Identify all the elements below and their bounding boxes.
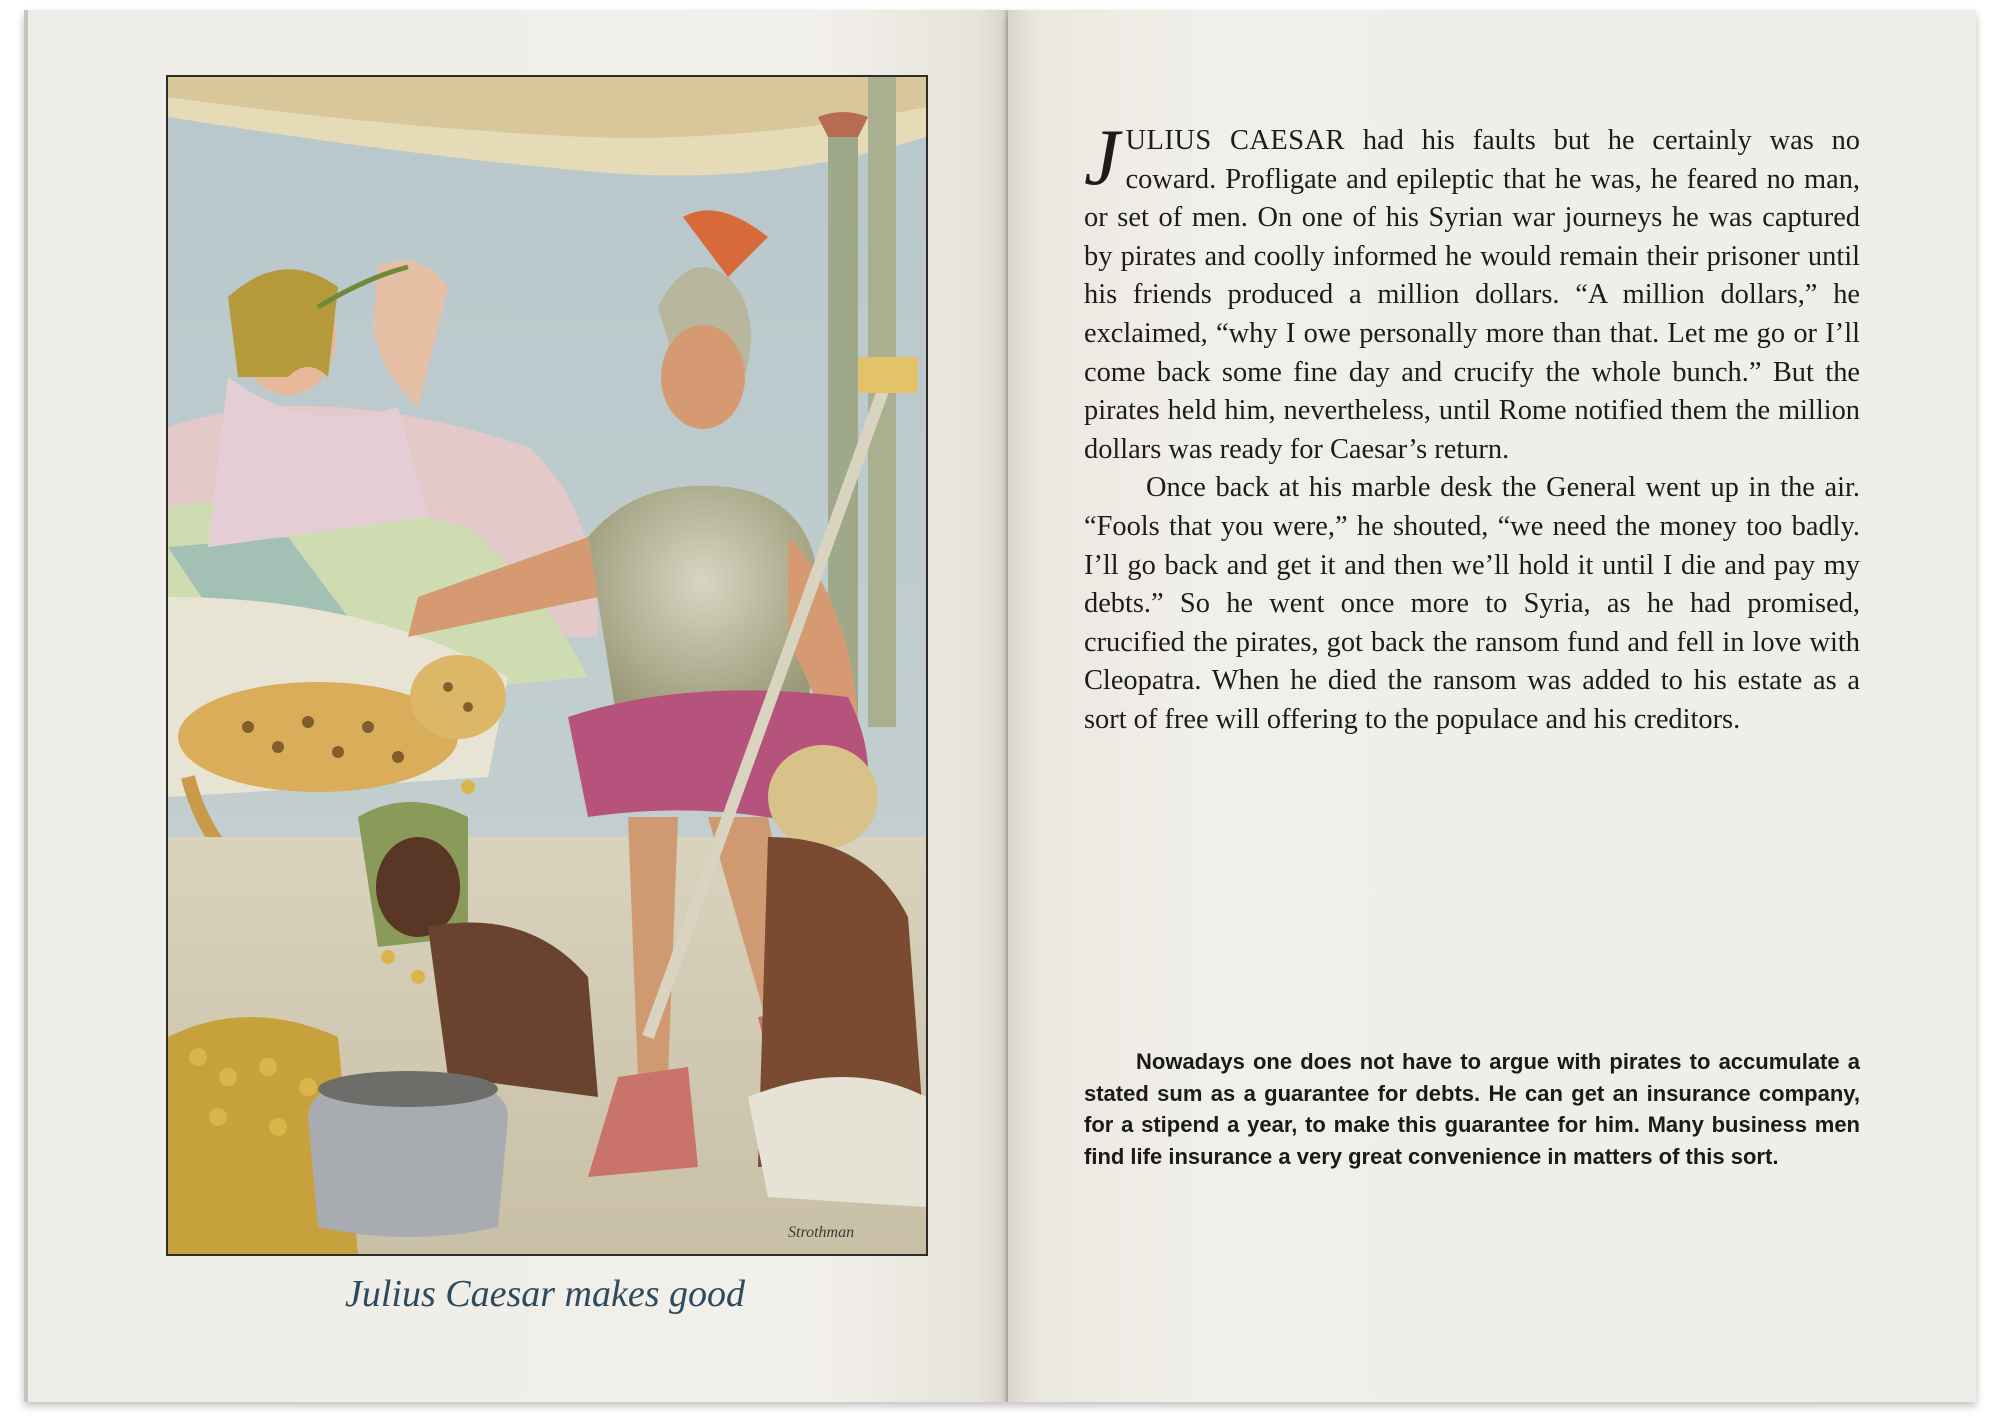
open-booklet [18,10,1980,1402]
drop-cap: J [1084,114,1120,202]
page-edge [24,10,28,1402]
illustration-caption: Julius Caesar makes good [344,1273,746,1315]
illustration-plate [166,75,928,1256]
paragraph-1 [1084,114,1860,469]
insurance-note: Nowadays one does not have to argue with pirates to accumulate a stated sum as a guarantee for debts. He can get an insurance company, for a stipend a year, to make this guarantee for him. Many business men find life insurance a very great convenience in matters of this sort. [1084,1049,1860,1169]
left-page [24,10,1008,1402]
lead-smallcaps: ULIUS CAESAR [1125,125,1345,156]
paragraph-2: Once back at his marble desk the General went up in the air. “Fools that you were,” he shouted, “we need the money too badly. I’ll go back and get it and then we’ll hold it until I die and pay my debts.” So he went once more to Syria, as he had promised, crucified the pirates, got back the ransom fund and fell in love with Cleopatra. When he died the ransom was added to his estate as a sort of free will offering to the populace and his creditors. [1084,472,1860,735]
paragraph-1-text: had his faults but he certainly was no coward. Profligate and epileptic that he was, he feared no man, or set of men. On one of his Syrian war journeys he was captured by pirates and coolly informed he would remain their prisoner until his friends produced a million dollars. “A million dollars,” he exclaimed, “why I owe personally more than that. Let me go or I’ll come back some fine day and crucify the whole bunch.” But the pirates held him, nevertheless, until Rome notified them the million dollars was ready for Caesar’s return. [1084,125,1860,465]
artist-signature: Strothman [788,1224,855,1241]
story-text [1084,114,1860,740]
caesar-illustration [168,77,926,1254]
